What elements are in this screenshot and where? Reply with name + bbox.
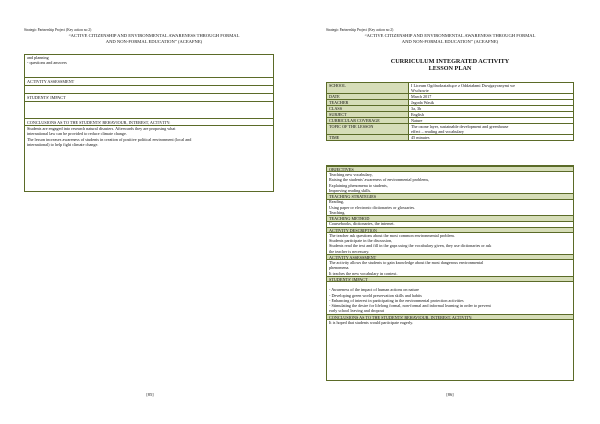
section-line: - Developing green world preservation skills and habits — [329, 292, 422, 298]
section-line: Coursebooks, dictionaries, the internet. — [329, 221, 395, 227]
info-row-date: DATE March 2017 — [327, 94, 574, 100]
section-line: Teaching new vocabulary, — [329, 172, 373, 178]
section-line: early school leaving and dropout — [329, 308, 384, 314]
conclusions-line-2: international law can be provided to reduce climate change. — [27, 131, 127, 136]
top-line-2: - questions and answers — [27, 60, 67, 66]
section-heading-text: ACTIVITY DESCRIPTION — [329, 227, 377, 233]
right-page — [300, 0, 600, 424]
section-heading-text: STUDENTS' IMPACT — [329, 277, 368, 283]
section-line: the teacher is necessary. — [329, 248, 370, 254]
section-line: Using paper or electronic dictionaries or glossaries. — [329, 204, 416, 210]
info-row-school: SCHOOL I Liceum Ogólnokształcące z Oddziałami Dwujęzycznymi we Wschowie — [327, 83, 574, 94]
section-heading-text: TEACHING STRATEGIES — [329, 194, 377, 200]
info-row-teacher: TEACHER Jagoda Wasik — [327, 100, 574, 106]
section-line: Raising the students' awareness of environmental problems, — [329, 177, 430, 183]
students-impact-heading: STUDENTS' IMPACT — [27, 94, 66, 100]
section-line: - Stimulating the desire for lifelong formal, non-formal and informal learning in order to prevent — [329, 303, 491, 308]
project-line: Strategic Partnership Project (Key action no 2) — [326, 28, 394, 32]
info-row-curricular-coverage: CURRICULAR COVERAGE Nature — [327, 118, 574, 124]
lesson-info-table — [326, 82, 574, 141]
project-title-line2: AND NON-FORMAL EDUCATION” (ACEAFNE) — [401, 38, 499, 44]
section-heading — [327, 193, 573, 199]
section-heading-text: ACTIVITY ASSESSMENT — [329, 255, 377, 261]
section-heading-text: OBJECTIVES — [329, 167, 354, 173]
info-row-time: TIME 45 minutes — [327, 135, 574, 141]
lesson-sections-box — [326, 165, 574, 381]
section-heading-text: TEACHING METHOD — [329, 216, 370, 222]
top-line-1: and planning — [27, 55, 49, 60]
section-line: phenomena. — [329, 265, 350, 271]
section-line: Explaining phenomena to students, — [329, 182, 388, 188]
project-line: Strategic Partnership Project (Key action no 2) — [24, 28, 92, 32]
section-line: - Enhancing of interest in participating in the environmental protection activities — [329, 297, 464, 303]
page-number: [86] — [446, 392, 454, 397]
info-row-class: CLASS 3a, 3b — [327, 106, 574, 112]
conclusions-line-1: Students are engaged into research natural disasters. Afterwards they are proposing what — [27, 125, 176, 131]
project-title-line1: “ACTIVE CITIZENSHIP AND ENVIRONMENTAL AWARENESS THROUGH FORMAL — [364, 33, 536, 38]
page-number: [85] — [146, 392, 154, 397]
section-line: The teacher ask questions about the most common environmental problem. — [329, 233, 455, 238]
section-heading — [327, 276, 573, 282]
section-line: It is hoped that students would participate eagerly. — [329, 319, 414, 325]
section-line: Students participate in the discussion, — [329, 238, 393, 244]
info-row-topic: TOPIC OF THE LESSON The ozone layer, sustainable development and greenhouse effect – reading and vocabulary — [327, 124, 574, 135]
section-heading-text: CONCLUSIONS AS TO THE STUDENTS' BEHAVIOUR, INTEREST, ACTIVITY: — [329, 314, 473, 320]
section-line: It teaches the new vocabulary in context. — [329, 270, 398, 276]
project-title-line1: “ACTIVE CITIZENSHIP AND ENVIRONMENTAL AWARENESS THROUGH FORMAL — [68, 33, 240, 38]
info-row-subject: SUBJECT English — [327, 112, 574, 118]
document-title: CURRICULUM INTEGRATED ACTIVITY — [390, 58, 510, 65]
section-line: Reading, — [329, 199, 345, 205]
left-content-box — [24, 54, 274, 192]
section-line: Teaching. — [329, 209, 346, 215]
activity-assessment-heading: ACTIVITY ASSESSMENT — [27, 78, 75, 84]
document-subtitle: LESSON PLAN — [428, 65, 472, 72]
section-line: Improving reading skills. — [329, 187, 372, 193]
conclusions-line-4: international) to help fight climate change. — [27, 142, 99, 147]
section-line: - Awareness of the impact of human actions on nature — [329, 287, 419, 293]
conclusions-heading: CONCLUSIONS AS TO THE STUDENTS' BEHAVIOUR, INTEREST, ACTIVITY: — [27, 119, 171, 125]
section-line: Students read the text and fill in the gaps using the vocabulary given, they use dictionaries or ask — [329, 243, 492, 249]
conclusions-line-3: The lesson increases awareness of students in creation of positive political environment (local and — [27, 136, 192, 142]
section-line: The activity allows the students to gain knowledge about the most dangerous environmental — [329, 260, 484, 266]
project-title-line2: AND NON-FORMAL EDUCATION” (ACEAFNE) — [105, 38, 203, 44]
